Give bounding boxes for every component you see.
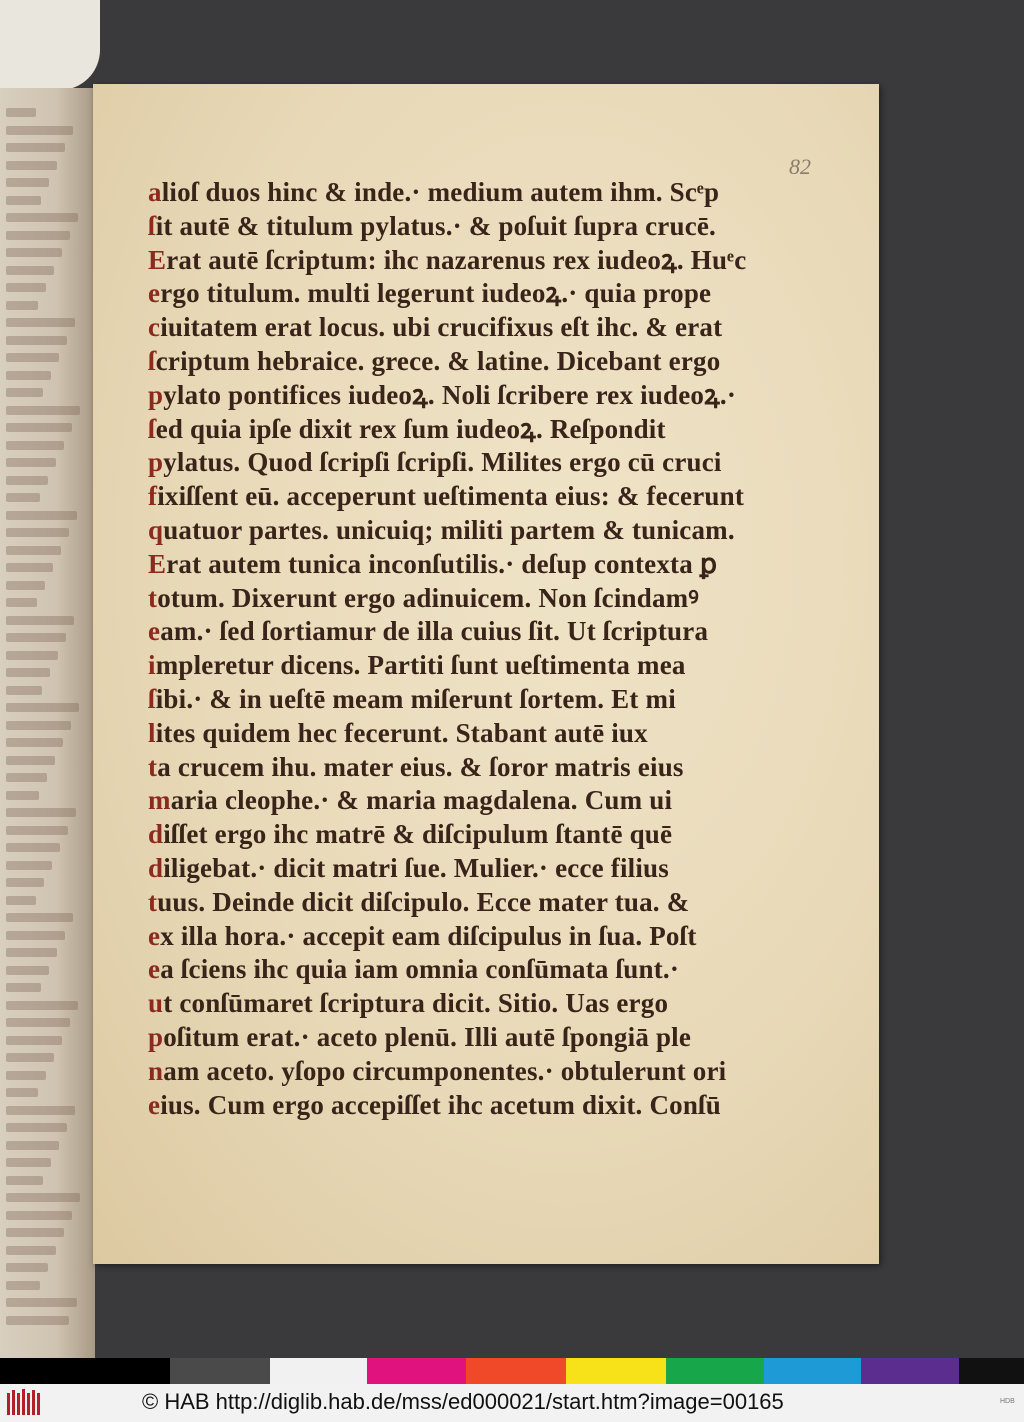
- ghost-text-line: [6, 861, 52, 870]
- text-line: fixiſſent eū. acceperunt ueſtimenta eius: & fecerunt: [148, 481, 745, 512]
- text-line: totum. Dixerunt ergo adinuicem. Non ſcindamꝰ: [148, 582, 699, 613]
- ghost-text-line: [6, 1053, 54, 1062]
- ghost-text-line: [6, 1228, 64, 1237]
- image-caption[interactable]: © HAB http://diglib.hab.de/mss/ed000021/start.htm?image=00165: [142, 1389, 784, 1414]
- text-line: tuus. Deinde dicit diſcipulo. Ecce mater tua. &: [148, 886, 690, 917]
- text-line: ea ſciens ihc quia iam omnia conſūmata ſunt.·: [148, 954, 680, 985]
- text-line: ciuitatem erat locus. ubi crucifixus eſt ihc. & erat: [148, 312, 723, 343]
- text-line: ſibi.· & in ueſtē meam miſerunt ſortem. Et mi: [148, 683, 676, 714]
- text-line: Erat autem tunica inconſutilis.· deſup contexta ꝑ: [148, 548, 718, 579]
- ghost-text-line: [6, 441, 64, 450]
- text-line: ut conſūmaret ſcriptura dicit. Sitio. Uas ergo: [148, 988, 669, 1019]
- text-line: impleretur dicens. Partiti ſunt ueſtimenta mea: [148, 650, 686, 681]
- ghost-text-line: [6, 931, 65, 940]
- text-line: Erat autē ſcriptum: ihc nazarenus rex iudeoꝝ. Huͤc: [148, 244, 747, 275]
- ghost-text-line: [6, 196, 41, 205]
- ghost-text-line: [6, 511, 77, 520]
- ghost-text-line: [6, 1298, 77, 1307]
- text-line: alioſ duos hinc & inde.· medium autem ihm. Scͤp: [148, 177, 720, 207]
- ghost-text-line: [6, 283, 46, 292]
- text-line: pylatus. Quod ſcripſi ſcripſi. Milites ergo cū cruci: [148, 447, 722, 478]
- ghost-text-line: [6, 423, 72, 432]
- ghost-text-line: [6, 1246, 56, 1255]
- ghost-text-line: [6, 843, 60, 852]
- manuscript-page: [93, 84, 879, 1264]
- ghost-text-line: [6, 1176, 43, 1185]
- ghost-text-line: [6, 738, 63, 747]
- text-line: poſitum erat.· aceto plenū. Illi autē ſpongiā ple: [148, 1021, 692, 1052]
- text-line: ta crucem ihu. mater eius. & ſoror matris eius: [148, 751, 684, 782]
- ghost-text-line: [6, 476, 48, 485]
- ghost-text-line: [6, 458, 56, 467]
- ghost-text-line: [6, 493, 40, 502]
- ghost-text-line: [6, 1316, 69, 1325]
- ghost-text-line: [6, 406, 80, 415]
- ghost-text-line: [6, 231, 70, 240]
- text-line: ſit autē & titulum pylatus.· & poſuit ſupra crucē.: [148, 210, 717, 241]
- ghost-text-line: [6, 1263, 48, 1272]
- ghost-text-line: [6, 1281, 40, 1290]
- ghost-text-line: [6, 546, 61, 555]
- ghost-text-line: [6, 581, 45, 590]
- ghost-text-line: [6, 143, 65, 152]
- ghost-text-line: [6, 668, 50, 677]
- ghost-text-line: [6, 1036, 62, 1045]
- ghost-text-line: [6, 213, 78, 222]
- text-line: quatuor partes. unicuiq; militi partem & tunicam.: [148, 514, 735, 545]
- ghost-text-line: [6, 318, 75, 327]
- text-line: maria cleophe.· & maria magdalena. Cum ui: [148, 785, 673, 816]
- ghost-text-line: [6, 336, 67, 345]
- text-line: ergo titulum. multi legerunt iudeoꝝ.· quia prope: [148, 278, 712, 309]
- text-line: eius. Cum ergo accepiſſet ihc acetum dixit. Conſū: [148, 1089, 721, 1120]
- ghost-text-line: [6, 108, 36, 117]
- ghost-text-line: [6, 178, 49, 187]
- ghost-text-line: [6, 1193, 80, 1202]
- text-line: ex illa hora.· accepit eam diſcipulus in ſua. Poſt: [148, 920, 697, 951]
- ghost-text-line: [6, 878, 44, 887]
- ghost-text-line: [6, 1071, 46, 1080]
- ghost-text-line: [6, 126, 73, 135]
- ghost-text-line: [6, 616, 74, 625]
- text-line: eam.· ſed ſortiamur de illa cuius ſit. Ut ſcriptura: [148, 616, 709, 647]
- tiny-mark: HDB: [1000, 1398, 1015, 1405]
- text-line: diligebat.· dicit matri ſue. Mulier.· ecce filius: [148, 852, 669, 883]
- ghost-text-line: [6, 563, 53, 572]
- ghost-text-line: [6, 896, 36, 905]
- text-line: ſed quia ipſe dixit rex ſum iudeoꝝ. Reſpondit: [148, 413, 666, 444]
- ghost-text-line: [6, 826, 68, 835]
- ghost-text-line: [6, 388, 43, 397]
- ghost-text-line: [6, 266, 54, 275]
- ghost-text-line: [6, 633, 66, 642]
- ghost-text-line: [6, 703, 79, 712]
- paper-tab: [0, 0, 100, 90]
- text-line: ſcriptum hebraice. grece. & latine. Dicebant ergo: [148, 345, 721, 376]
- ghost-text-line: [6, 808, 76, 817]
- folio-number: 82: [789, 154, 811, 179]
- ghost-text-line: [6, 1018, 70, 1027]
- ghost-text-line: [6, 721, 71, 730]
- ghost-text-line: [6, 791, 39, 800]
- ghost-text-line: [6, 686, 42, 695]
- ghost-text-line: [6, 1001, 78, 1010]
- text-line: diſſet ergo ihc matrē & diſcipulum ſtantē quē: [148, 819, 673, 850]
- ghost-text-line: [6, 913, 73, 922]
- text-line: pylato pontifices iudeoꝝ. Noli ſcribere rex iudeoꝝ.·: [148, 379, 737, 410]
- ghost-text-line: [6, 948, 57, 957]
- ghost-text-line: [6, 248, 62, 257]
- text-line: lites quidem hec fecerunt. Stabant autē iux: [148, 717, 648, 748]
- ghost-text-line: [6, 1106, 75, 1115]
- text-line: nam aceto. yſopo circumponentes.· obtulerunt ori: [148, 1055, 727, 1086]
- ghost-text-line: [6, 371, 51, 380]
- opposite-leaf: [0, 88, 95, 1358]
- ghost-text-line: [6, 528, 69, 537]
- ghost-text-line: [6, 966, 49, 975]
- ghost-text-line: [6, 1088, 38, 1097]
- ghost-text-line: [6, 1123, 67, 1132]
- ghost-text-line: [6, 651, 58, 660]
- hab-logo-icon: [6, 1387, 44, 1417]
- ghost-text-line: [6, 756, 55, 765]
- text-block: [148, 176, 808, 1122]
- ghost-text-line: [6, 1141, 59, 1150]
- ghost-text-line: [6, 983, 41, 992]
- ghost-text-line: [6, 161, 57, 170]
- ghost-text-line: [6, 1158, 51, 1167]
- ghost-text-line: [6, 773, 47, 782]
- ghost-text-line: [6, 353, 59, 362]
- ghost-text-line: [6, 1211, 72, 1220]
- ghost-text-line: [6, 301, 38, 310]
- ghost-text-line: [6, 598, 37, 607]
